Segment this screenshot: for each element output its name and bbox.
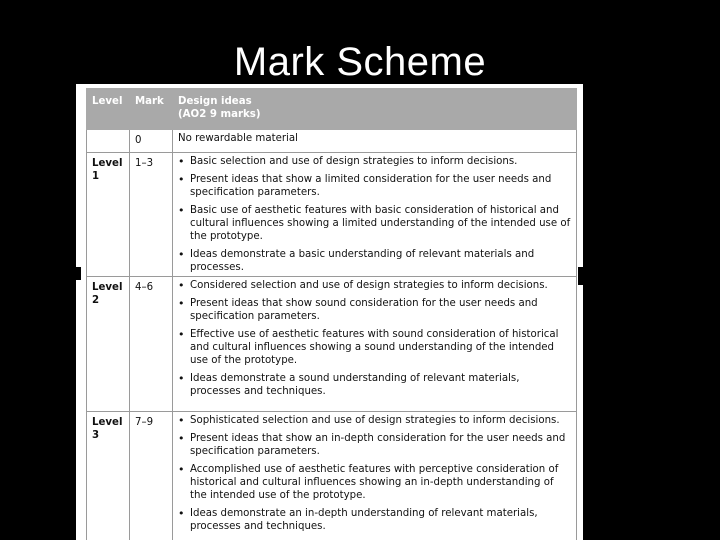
row-descriptor: No rewardable material bbox=[173, 130, 577, 153]
mark-scheme-table bbox=[86, 88, 577, 540]
row-level: Level 2 bbox=[87, 277, 130, 412]
row-descriptors bbox=[173, 153, 577, 277]
descriptor-bullet: • Effective use of aesthetic features with sound consideration of historical and cultural influences showing a sound understanding of the intended use of the prototype. bbox=[178, 328, 571, 367]
mark-scheme-sheet bbox=[76, 84, 583, 540]
row-mark: 1–3 bbox=[130, 153, 173, 277]
header-design-title: Design ideas bbox=[178, 96, 252, 107]
descriptor-bullet: • Ideas demonstrate a sound understanding of relevant materials, processes and techniques. bbox=[178, 372, 571, 398]
image-split-bar-right bbox=[578, 267, 584, 285]
row-level: Level 1 bbox=[87, 153, 130, 277]
table-row bbox=[87, 130, 577, 153]
row-mark: 4–6 bbox=[130, 277, 173, 412]
table-row bbox=[87, 277, 577, 412]
row-level bbox=[87, 130, 130, 153]
header-design-marks: (AO2 9 marks) bbox=[178, 109, 261, 120]
descriptor-bullet: • Ideas demonstrate a basic understanding of relevant materials and processes. bbox=[178, 248, 571, 274]
table-row bbox=[87, 153, 577, 277]
header-mark: Mark bbox=[130, 89, 173, 130]
descriptor-bullet: • Sophisticated selection and use of design strategies to inform decisions. bbox=[178, 414, 571, 427]
row-mark: 0 bbox=[130, 130, 173, 153]
descriptor-bullet: • Basic selection and use of design strategies to inform decisions. bbox=[178, 155, 571, 168]
descriptor-bullet: • Present ideas that show sound consideration for the user needs and specification parameters. bbox=[178, 297, 571, 323]
header-level: Level bbox=[87, 89, 130, 130]
row-level: Level 3 bbox=[87, 412, 130, 540]
table-row bbox=[87, 412, 577, 540]
descriptor-bullet: • Present ideas that show a limited consideration for the user needs and specification parameters. bbox=[178, 173, 571, 199]
descriptor-bullet: • Considered selection and use of design strategies to inform decisions. bbox=[178, 279, 571, 292]
header-design-ideas bbox=[173, 89, 577, 130]
row-descriptors bbox=[173, 412, 577, 540]
row-descriptors bbox=[173, 277, 577, 412]
descriptor-bullet: • Present ideas that show an in-depth consideration for the user needs and specification parameters. bbox=[178, 432, 571, 458]
row-mark: 7–9 bbox=[130, 412, 173, 540]
descriptor-bullet: • Ideas demonstrate an in-depth understanding of relevant materials, processes and techniques. bbox=[178, 507, 571, 533]
image-split-bar-left bbox=[76, 267, 81, 280]
slide-title: Mark Scheme bbox=[233, 40, 487, 84]
table-header-row bbox=[87, 89, 577, 130]
descriptor-bullet: • Accomplished use of aesthetic features with perceptive consideration of historical and cultural influences showing an in-depth understanding of the intended use of the prototype. bbox=[178, 463, 571, 502]
descriptor-bullet: • Basic use of aesthetic features with basic consideration of historical and cultural influences showing a limited understanding of the intended use of the prototype. bbox=[178, 204, 571, 243]
